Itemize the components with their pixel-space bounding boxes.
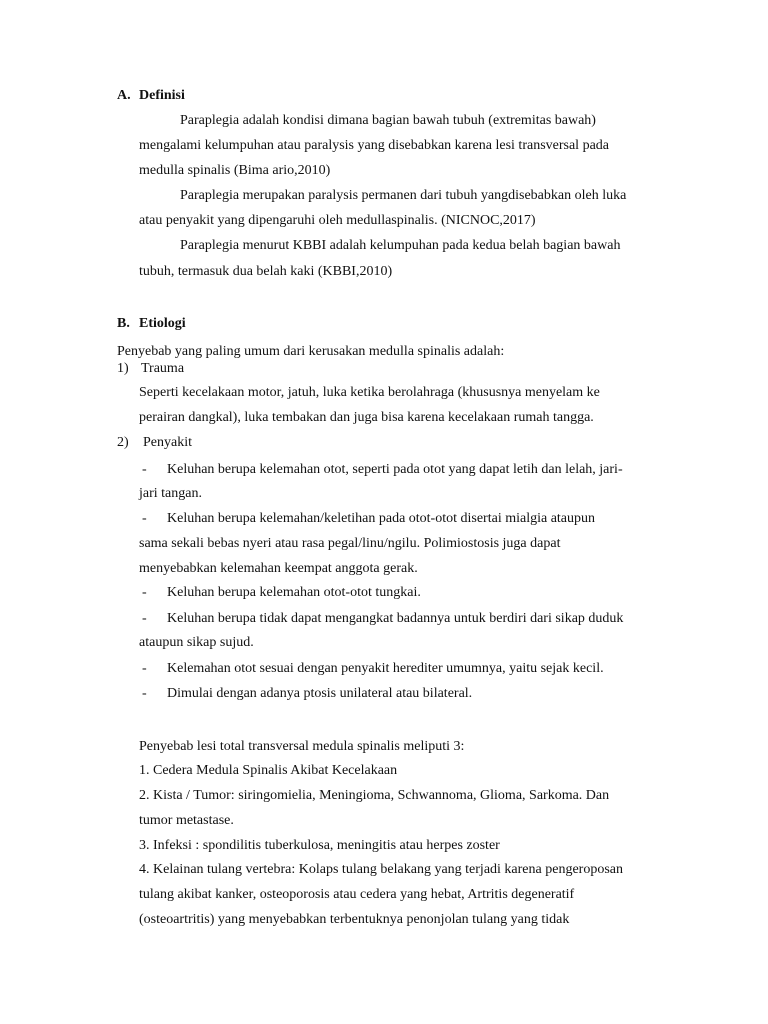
bullet-line: Keluhan berupa kelemahan otot-otot tungkai.: [167, 585, 421, 600]
bullet-line: ataupun sikap sujud.: [139, 635, 254, 650]
bullet-dash: -: [142, 511, 147, 526]
bullet-dash: -: [142, 686, 147, 701]
etiology-intro: Penyebab yang paling umum dari kerusakan medulla spinalis adalah:: [117, 344, 505, 359]
bullet-line: menyebabkan kelemahan keempat anggota gerak.: [139, 561, 418, 576]
definition-line: medulla spinalis (Bima ario,2010): [139, 163, 331, 178]
lesion-line: 3. Infeksi : spondilitis tuberkulosa, meningitis atau herpes zoster: [139, 838, 500, 853]
item-1-title: Trauma: [141, 361, 185, 376]
bullet-line: jari tangan.: [139, 486, 202, 501]
bullet-line: Kelemahan otot sesuai dengan penyakit herediter umumnya, yaitu sejak kecil.: [167, 661, 604, 676]
item-2-title: Penyakit: [143, 435, 192, 450]
lesion-line: 4. Kelainan tulang vertebra: Kolaps tulang belakang yang terjadi karena pengeroposan: [139, 862, 623, 877]
lesion-line: tulang akibat kanker, osteoporosis atau cedera yang hebat, Artritis degeneratif: [139, 887, 575, 902]
definition-line: Paraplegia merupakan paralysis permanen dari tubuh yangdisebabkan oleh luka: [180, 188, 627, 203]
bullet-dash: -: [142, 611, 147, 626]
bullet-line: Keluhan berupa kelemahan/keletihan pada otot-otot disertai mialgia ataupun: [167, 511, 596, 526]
section-a-marker: A.: [117, 88, 131, 103]
bullet-dash: -: [142, 661, 147, 676]
definition-line: Paraplegia menurut KBBI adalah kelumpuhan pada kedua belah bagian bawah: [180, 238, 621, 253]
bullet-line: Keluhan berupa kelemahan otot, seperti pada otot yang dapat letih dan lelah, jari-: [167, 462, 623, 477]
definition-line: tubuh, termasuk dua belah kaki (KBBI,2010): [139, 264, 393, 279]
definition-line: atau penyakit yang dipengaruhi oleh medullaspinalis. (NICNOC,2017): [139, 213, 536, 228]
definition-line: mengalami kelumpuhan atau paralysis yang disebabkan karena lesi transversal pada: [139, 138, 609, 153]
section-b-title: Etiologi: [139, 316, 186, 331]
bullet-line: Dimulai dengan adanya ptosis unilateral atau bilateral.: [167, 686, 473, 701]
lesion-intro: Penyebab lesi total transversal medula spinalis meliputi 3:: [139, 739, 465, 754]
lesion-line: 1. Cedera Medula Spinalis Akibat Kecelakaan: [139, 763, 398, 778]
lesion-line: tumor metastase.: [139, 813, 234, 828]
bullet-dash: -: [142, 585, 147, 600]
lesion-line: (osteoartritis) yang menyebabkan terbentuknya penonjolan tulang yang tidak: [139, 912, 570, 927]
lesion-line: 2. Kista / Tumor: siringomielia, Meningioma, Schwannoma, Glioma, Sarkoma. Dan: [139, 788, 610, 803]
section-b-marker: B.: [117, 316, 130, 331]
bullet-line: sama sekali bebas nyeri atau rasa pegal/linu/ngilu. Polimiostosis juga dapat: [139, 536, 561, 551]
item-2-number: 2): [117, 435, 129, 450]
bullet-dash: -: [142, 462, 147, 477]
item-1-line: perairan dangkal), luka tembakan dan juga bisa karena kecelakaan rumah tangga.: [139, 410, 594, 425]
item-1-number: 1): [117, 361, 129, 376]
definition-line: Paraplegia adalah kondisi dimana bagian bawah tubuh (extremitas bawah): [180, 113, 596, 128]
item-1-line: Seperti kecelakaan motor, jatuh, luka ketika berolahraga (khususnya menyelam ke: [139, 385, 600, 400]
section-a-title: Definisi: [139, 88, 185, 103]
bullet-line: Keluhan berupa tidak dapat mengangkat badannya untuk berdiri dari sikap duduk: [167, 611, 624, 626]
